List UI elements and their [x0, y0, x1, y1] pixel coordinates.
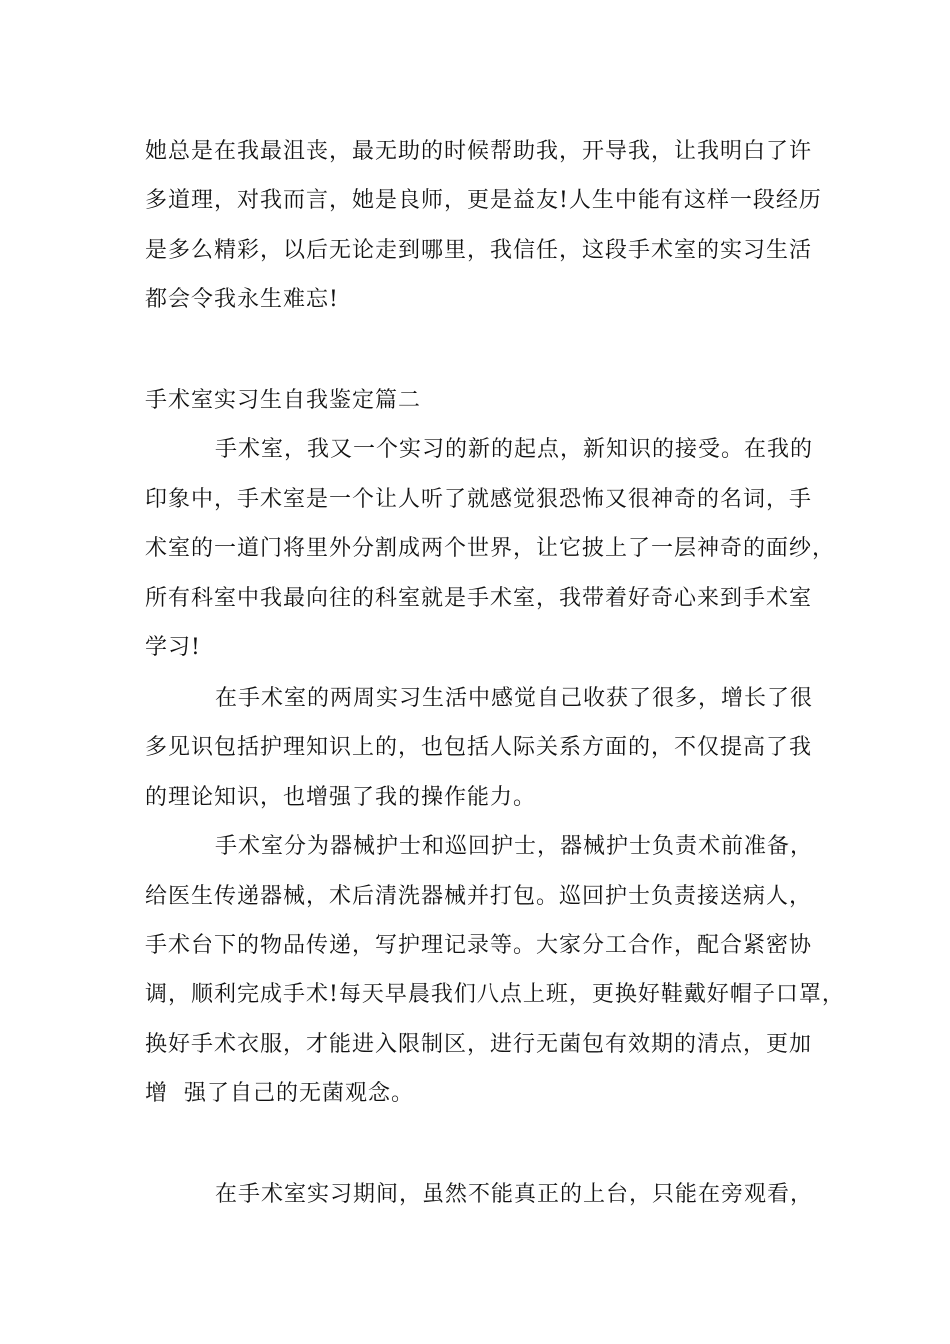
paragraph-2-line-1: 在手术室的两周实习生活中感觉自己收获了很多，增长了很 — [215, 686, 814, 711]
paragraph-1-line-4: 所有科室中我最向往的科室就是手术室，我带着好奇心来到手术室 — [145, 586, 813, 611]
paragraph-3-line-5: 换好手术衣服，才能进入限制区，进行无菌包有效期的清点，更加 — [145, 1032, 813, 1057]
paragraph-4-line-1: 在手术室实习期间，虽然不能真正的上台，只能在旁观看， — [215, 1182, 814, 1207]
intro-line-3: 是多么精彩，以后无论走到哪里，我信任，这段手术室的实习生活 — [145, 238, 813, 263]
paragraph-2-line-3: 的理论知识，也增强了我的操作能力。 — [145, 785, 537, 810]
section-title: 手术室实习生自我鉴定篇二 — [145, 388, 422, 413]
paragraph-1-line-2: 印象中，手术室是一个让人听了就感觉狠恐怖又很神奇的名词，手 — [145, 487, 813, 512]
paragraph-1-line-3: 术室的一道门将里外分割成两个世界，让它披上了一层神奇的面纱， — [145, 536, 836, 561]
intro-line-1: 她总是在我最沮丧，最无助的时候帮助我，开导我，让我明白了许 — [145, 139, 813, 164]
paragraph-2-line-2: 多见识包括护理知识上的，也包括人际关系方面的，不仅提高了我 — [145, 735, 813, 760]
paragraph-3-line-3: 手术台下的物品传递，写护理记录等。大家分工合作，配合紧密协 — [145, 933, 813, 958]
paragraph-3-line-4: 调，顺利完成手术!每天早晨我们八点上班，更换好鞋戴好帽子口罩， — [145, 982, 845, 1007]
intro-line-2: 多道理，对我而言，她是良师，更是益友!人生中能有这样一段经历 — [145, 188, 822, 213]
intro-line-4: 都会令我永生难忘! — [145, 287, 339, 312]
paragraph-3-line-1: 手术室分为器械护士和巡回护士，器械护士负责术前准备， — [215, 834, 814, 859]
paragraph-1-line-1: 手术室，我又一个实习的新的起点，新知识的接受。在我的 — [215, 437, 814, 462]
paragraph-1-line-5: 学习! — [145, 635, 201, 660]
paragraph-3-line-6: 增 强了自己的无菌观念。 — [145, 1081, 414, 1106]
paragraph-3-line-2: 给医生传递器械，术后清洗器械并打包。巡回护士负责接送病人， — [145, 884, 813, 909]
